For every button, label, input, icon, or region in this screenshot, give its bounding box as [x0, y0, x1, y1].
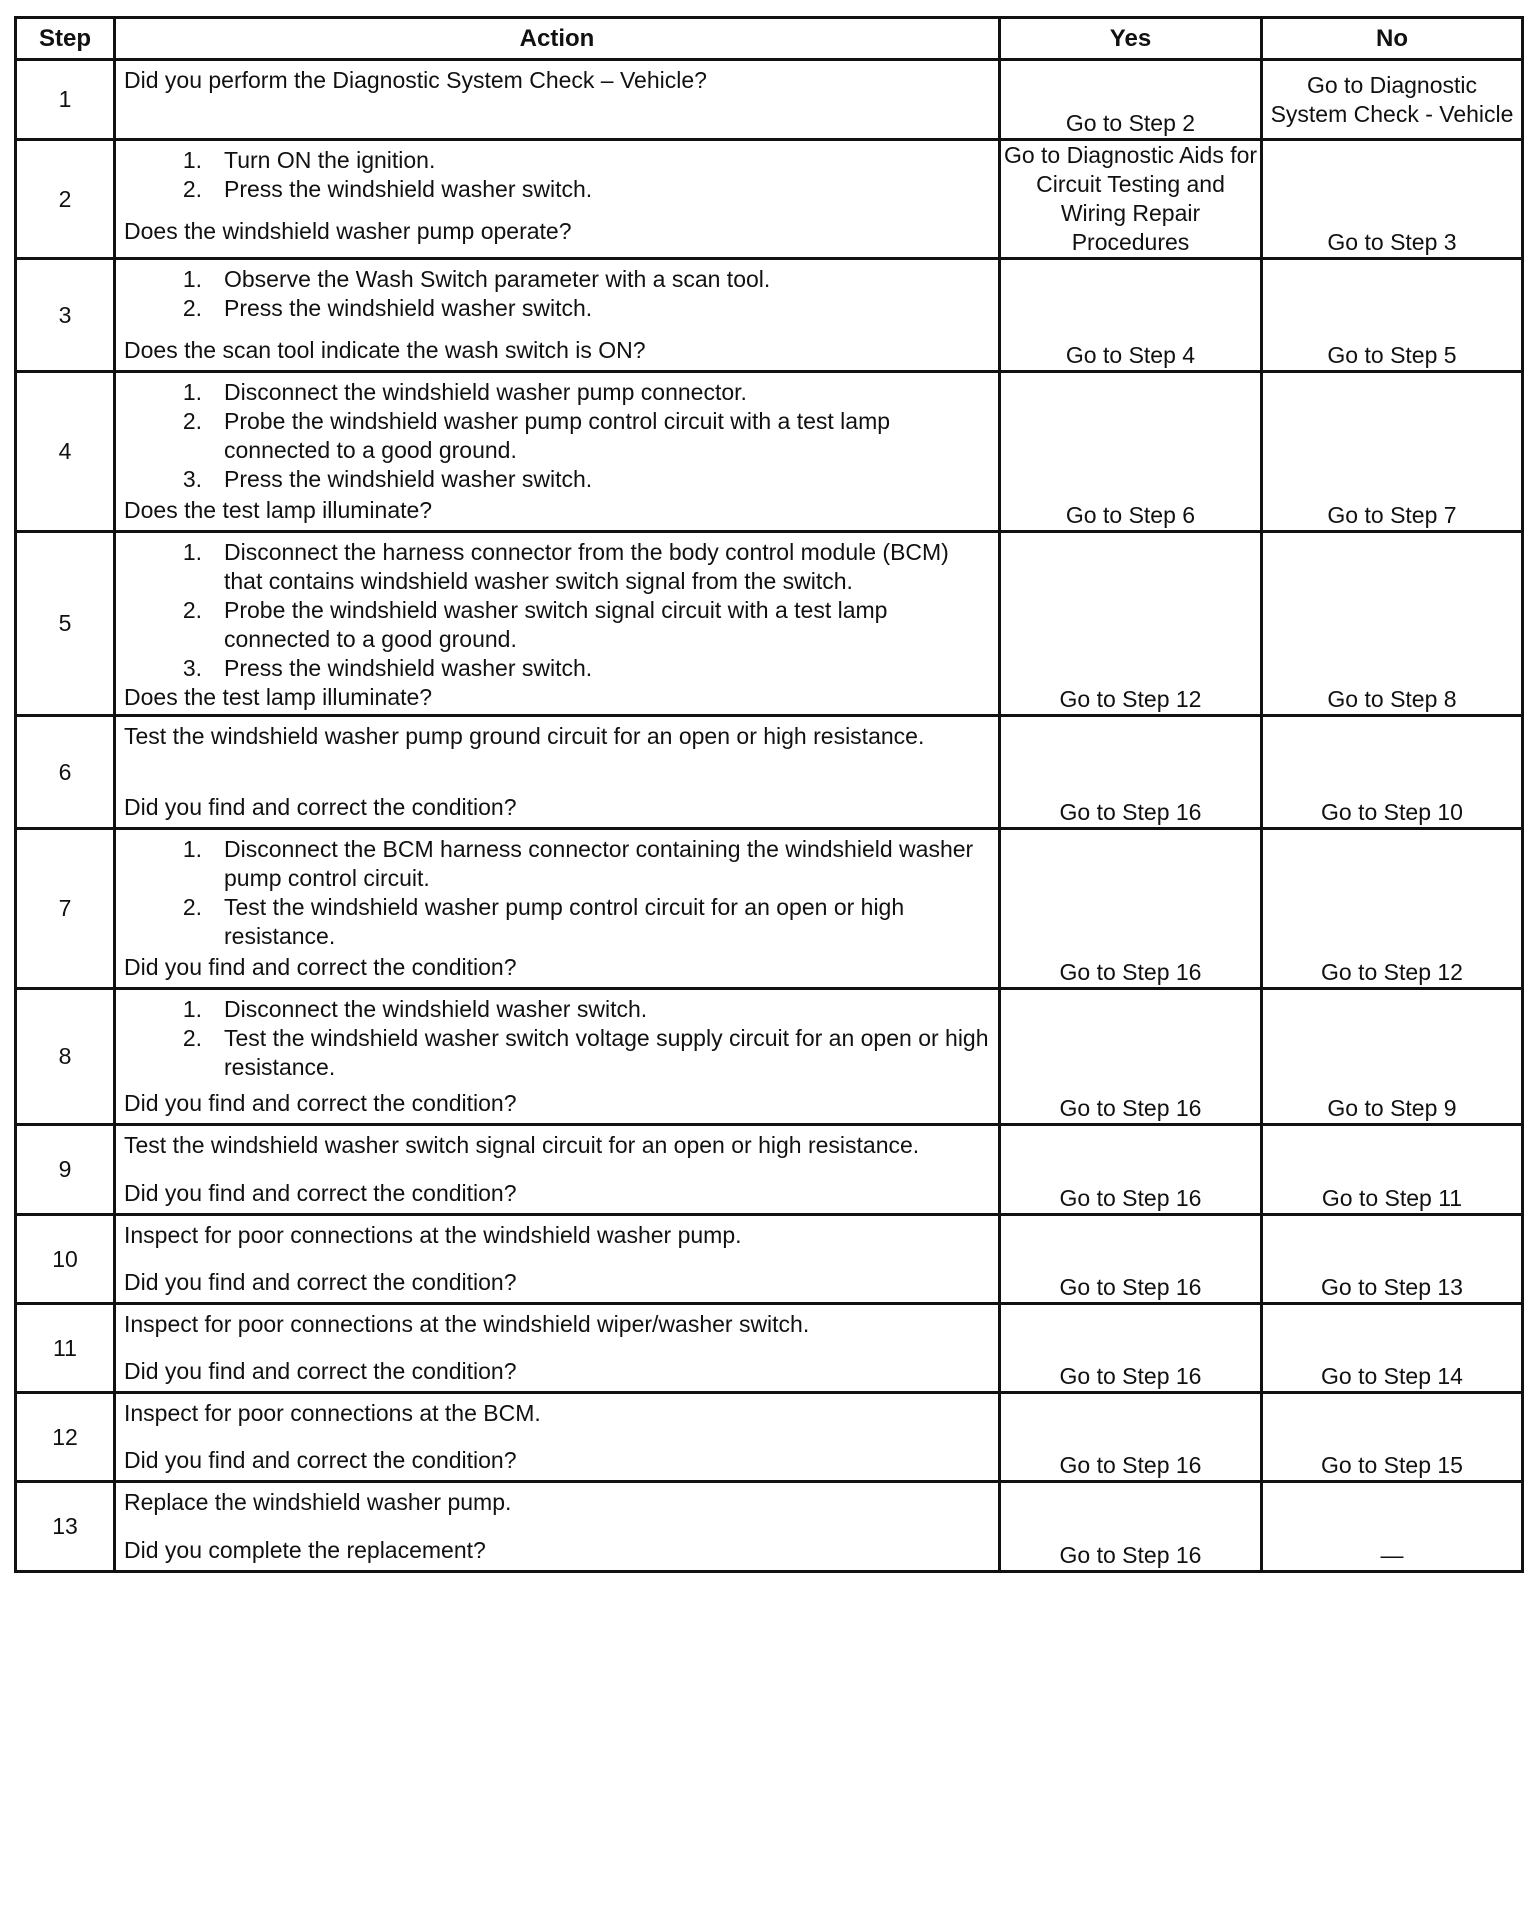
list-item — [124, 265, 992, 294]
yes-result: Go to Step 16 — [1000, 1393, 1262, 1482]
list-item-text: Disconnect the harness connector from the body control module (BCM) that contains windshield washer switch signal from the switch. — [224, 539, 949, 594]
no-result: Go to Step 10 — [1262, 716, 1523, 829]
list-item-text: Disconnect the windshield washer pump connector. — [224, 379, 747, 405]
list-item-number: 1. — [182, 539, 202, 565]
action-cell — [115, 1482, 1000, 1572]
action-instruction: Replace the windshield washer pump. — [124, 1489, 512, 1515]
no-result: Go to Step 13 — [1262, 1215, 1523, 1304]
action-question: Does the windshield washer pump operate? — [124, 218, 572, 244]
step-number: 2 — [16, 140, 115, 259]
action-question: Does the test lamp illuminate? — [124, 684, 433, 710]
no-result: Go to Diagnostic System Check - Vehicle — [1262, 60, 1523, 140]
table-row — [16, 829, 1523, 989]
step-number: 13 — [16, 1482, 115, 1572]
step-number: 6 — [16, 716, 115, 829]
action-cell — [115, 259, 1000, 372]
action-steps-list — [124, 995, 992, 1082]
yes-result: Go to Step 12 — [1000, 532, 1262, 716]
action-instruction: Test the windshield washer pump ground circuit for an open or high resistance. — [124, 723, 925, 749]
table-row — [16, 1304, 1523, 1393]
table-row — [16, 1393, 1523, 1482]
yes-result: Go to Step 16 — [1000, 1215, 1262, 1304]
list-item-text: Press the windshield washer switch. — [224, 655, 593, 681]
no-result: Go to Step 9 — [1262, 989, 1523, 1125]
table-row — [16, 140, 1523, 259]
no-result: Go to Step 8 — [1262, 532, 1523, 716]
no-result: Go to Step 14 — [1262, 1304, 1523, 1393]
action-question: Did you find and correct the condition? — [124, 1269, 517, 1295]
step-number: 5 — [16, 532, 115, 716]
list-item-number: 2. — [182, 597, 202, 623]
list-item-text: Press the windshield washer switch. — [224, 295, 593, 321]
step-number: 12 — [16, 1393, 115, 1482]
table-row — [16, 989, 1523, 1125]
header-action: Action — [115, 18, 1000, 60]
list-item-text: Disconnect the BCM harness connector containing the windshield washer pump control circuit. — [224, 836, 974, 891]
action-instruction: Did you perform the Diagnostic System Check – Vehicle? — [124, 67, 707, 93]
list-item-number: 3. — [182, 655, 202, 681]
list-item — [124, 835, 992, 893]
action-steps-list — [124, 835, 992, 951]
table-row — [16, 60, 1523, 140]
yes-result: Go to Step 6 — [1000, 372, 1262, 532]
action-question: Did you find and correct the condition? — [124, 794, 517, 820]
list-item — [124, 538, 992, 596]
list-item-text: Disconnect the windshield washer switch. — [224, 996, 648, 1022]
list-item-text: Probe the windshield washer switch signal circuit with a test lamp connected to a good ground. — [224, 597, 888, 652]
list-item-text: Turn ON the ignition. — [224, 147, 436, 173]
yes-result: Go to Step 2 — [1000, 60, 1262, 140]
list-item — [124, 893, 992, 951]
yes-result: Go to Step 16 — [1000, 829, 1262, 989]
action-steps-list — [124, 146, 992, 204]
list-item-number: 1. — [182, 147, 202, 173]
list-item-number: 1. — [182, 266, 202, 292]
list-item-text: Press the windshield washer switch. — [224, 176, 593, 202]
yes-result: Go to Step 16 — [1000, 1482, 1262, 1572]
list-item-number: 2. — [182, 1025, 202, 1051]
list-item-number: 2. — [182, 295, 202, 321]
action-steps-list — [124, 538, 992, 683]
action-instruction: Inspect for poor connections at the windshield washer pump. — [124, 1222, 742, 1248]
action-question: Did you find and correct the condition? — [124, 1447, 517, 1473]
yes-result: Go to Step 16 — [1000, 1304, 1262, 1393]
list-item-text: Press the windshield washer switch. — [224, 466, 593, 492]
action-instruction: Inspect for poor connections at the windshield wiper/washer switch. — [124, 1311, 810, 1337]
no-result: Go to Step 7 — [1262, 372, 1523, 532]
table-row — [16, 1215, 1523, 1304]
action-steps-list — [124, 265, 992, 323]
action-question: Does the test lamp illuminate? — [124, 497, 433, 523]
list-item — [124, 654, 992, 683]
list-item — [124, 1024, 992, 1082]
list-item — [124, 995, 992, 1024]
action-question: Did you find and correct the condition? — [124, 1180, 517, 1206]
list-item — [124, 596, 992, 654]
step-number: 11 — [16, 1304, 115, 1393]
action-question: Does the scan tool indicate the wash switch is ON? — [124, 337, 646, 363]
list-item-number: 1. — [182, 379, 202, 405]
action-question: Did you find and correct the condition? — [124, 954, 517, 980]
action-cell — [115, 140, 1000, 259]
no-result: Go to Step 12 — [1262, 829, 1523, 989]
action-cell — [115, 60, 1000, 140]
list-item — [124, 378, 992, 407]
list-item — [124, 407, 992, 465]
action-steps-list — [124, 378, 992, 494]
list-item — [124, 465, 992, 494]
step-number: 4 — [16, 372, 115, 532]
list-item-text: Observe the Wash Switch parameter with a scan tool. — [224, 266, 771, 292]
step-number: 9 — [16, 1125, 115, 1215]
list-item-text: Probe the windshield washer pump control circuit with a test lamp connected to a good ground. — [224, 408, 891, 463]
list-item-number: 2. — [182, 894, 202, 920]
action-cell — [115, 989, 1000, 1125]
step-number: 8 — [16, 989, 115, 1125]
list-item — [124, 294, 992, 323]
yes-result: Go to Step 4 — [1000, 259, 1262, 372]
action-cell — [115, 1393, 1000, 1482]
step-number: 1 — [16, 60, 115, 140]
action-question: Did you complete the replacement? — [124, 1537, 486, 1563]
header-step: Step — [16, 18, 115, 60]
list-item-number: 3. — [182, 466, 202, 492]
list-item — [124, 175, 992, 204]
table-row — [16, 1482, 1523, 1572]
action-question: Did you find and correct the condition? — [124, 1090, 517, 1116]
no-result: Go to Step 11 — [1262, 1125, 1523, 1215]
list-item-text: Test the windshield washer switch voltage supply circuit for an open or high resistance. — [224, 1025, 989, 1080]
action-cell — [115, 532, 1000, 716]
list-item-number: 2. — [182, 408, 202, 434]
no-result: Go to Step 5 — [1262, 259, 1523, 372]
header-yes: Yes — [1000, 18, 1262, 60]
step-number: 10 — [16, 1215, 115, 1304]
list-item-number: 2. — [182, 176, 202, 202]
no-result: Go to Step 15 — [1262, 1393, 1523, 1482]
action-instruction: Test the windshield washer switch signal circuit for an open or high resistance. — [124, 1132, 920, 1158]
table-row — [16, 372, 1523, 532]
list-item-number: 1. — [182, 996, 202, 1022]
yes-result: Go to Step 16 — [1000, 1125, 1262, 1215]
diagnostic-table — [14, 16, 1524, 1573]
list-item-text: Test the windshield washer pump control circuit for an open or high resistance. — [224, 894, 905, 949]
no-result: Go to Step 3 — [1262, 140, 1523, 259]
step-number: 7 — [16, 829, 115, 989]
header-row — [16, 18, 1523, 60]
action-instruction: Inspect for poor connections at the BCM. — [124, 1400, 541, 1426]
table-row — [16, 259, 1523, 372]
action-cell — [115, 1215, 1000, 1304]
step-number: 3 — [16, 259, 115, 372]
action-cell — [115, 1125, 1000, 1215]
list-item-number: 1. — [182, 836, 202, 862]
action-cell — [115, 1304, 1000, 1393]
yes-result: Go to Diagnostic Aids for Circuit Testing and Wiring Repair Procedures — [1000, 140, 1262, 259]
action-cell — [115, 829, 1000, 989]
list-item — [124, 146, 992, 175]
no-result: — — [1262, 1482, 1523, 1572]
action-cell — [115, 716, 1000, 829]
yes-result: Go to Step 16 — [1000, 989, 1262, 1125]
yes-result: Go to Step 16 — [1000, 716, 1262, 829]
table-row — [16, 532, 1523, 716]
table-row — [16, 1125, 1523, 1215]
action-question: Did you find and correct the condition? — [124, 1358, 517, 1384]
action-cell — [115, 372, 1000, 532]
table-row — [16, 716, 1523, 829]
header-no: No — [1262, 18, 1523, 60]
